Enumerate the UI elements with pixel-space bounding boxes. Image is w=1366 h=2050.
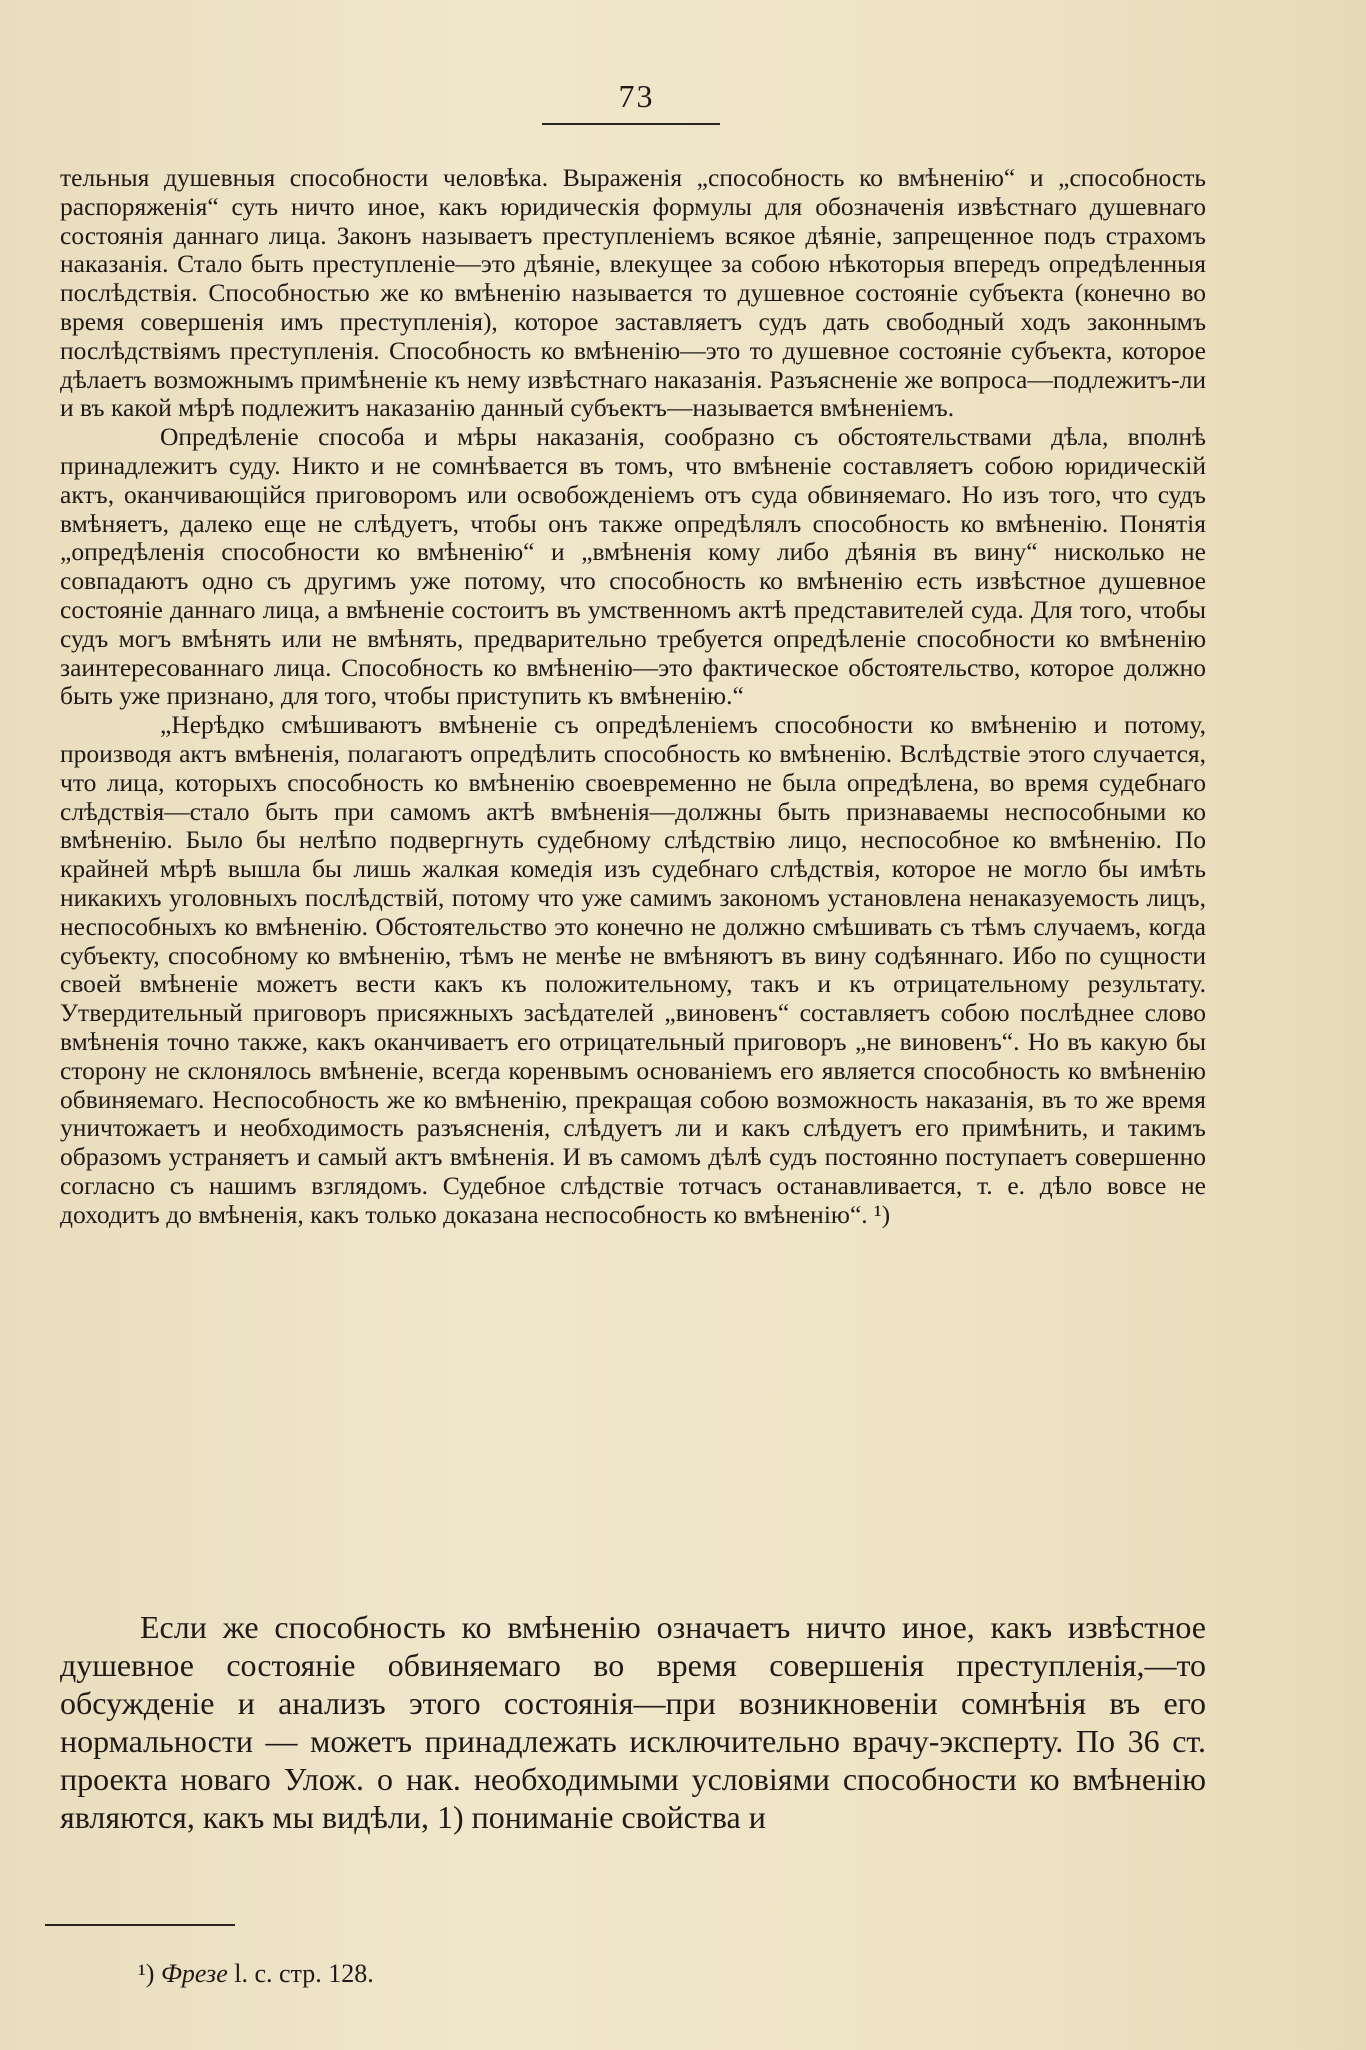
paragraph-2: Опредѣленіе способа и мѣры наказанія, сообразно съ обстоятельствами дѣла, вполнѣ принадлежитъ суду. Никто и не сомнѣвается въ томъ, что вмѣненіе составляетъ собою юридическій актъ, оканчивающійся приговоромъ или освобожденіемъ отъ суда обвиняемаго. Но изъ того, что судъ вмѣняетъ, далеко еще не слѣдуетъ, чтобы онъ также опредѣлялъ способность ко вмѣненію. Понятія „опредѣленія способности ко вмѣненію“ и „вмѣненія кому либо дѣянія въ вину“ нисколько не совпадаютъ одно съ другимъ уже потому, что способность ко вмѣненію есть извѣстное душевное состояніе даннаго лица, а вмѣненіе состоитъ въ умственномъ актѣ представителей суда. Для того, чтобы судъ могъ вмѣнять или не вмѣнять, предварительно требуется опредѣленіе способности ко вмѣненію заинтересованнаго лица. Способность ко вмѣненію—это фактическое обстоятельство, которое должно быть уже признано, для того, чтобы приступить къ вмѣненію.“: [60, 422, 1206, 711]
footnote-author: Фрезе: [160, 1959, 228, 1988]
page-number: 73: [618, 78, 655, 114]
large-text-block: [60, 1608, 1206, 1836]
footnote: [138, 1958, 374, 1990]
main-text-block: [60, 164, 1206, 1229]
large-paragraph: Если же способность ко вмѣненію означаетъ ничто иное, какъ извѣстное душевное состояніе обвиняемаго во время совершенія преступленія,—то обсужденіе и анализъ этого состоянія—при возникновеніи сомнѣнія въ его нормальности — можетъ принадлежать исключительно врачу-эксперту. По 36 ст. проекта новаго Улож. о нак. необходимыми условіями способности ко вмѣненію являются, какъ мы видѣли, 1) пониманіе свойства и: [60, 1609, 1206, 1835]
footnote-marker: ¹): [138, 1959, 155, 1988]
paragraph-3: „Нерѣдко смѣшиваютъ вмѣненіе съ опредѣленіемъ способности ко вмѣненію и потому, производя актъ вмѣненія, полагаютъ опредѣлить способность ко вмѣненію. Вслѣдствіе этого случается, что лица, которыхъ способность ко вмѣненію своевременно не была опредѣлена, во время судебнаго слѣдствія—стало быть при самомъ актѣ вмѣненія—должны быть признаваемы неспособными ко вмѣненію. Было бы нелѣпо подвергнуть судебному слѣдствію лицо, неспособное ко вмѣненію. По крайней мѣрѣ вышла бы лишь жалкая комедія изъ судебнаго слѣдствія, которое не могло бы имѣть никакихъ уголовныхъ послѣдствій, потому что уже самимъ закономъ установлена ненаказуемость лицъ, неспособныхъ ко вмѣненію. Обстоятельство это конечно не должно смѣшивать съ тѣмъ случаемъ, когда субъекту, способному ко вмѣненію, тѣмъ не менѣе не вмѣняютъ въ вину содѣяннаго. Ибо по сущности своей вмѣненіе можетъ вести какъ къ положительному, такъ и къ отрицательному результату. Утвердительный приговоръ присяжныхъ засѣдателей „виновенъ“ составляетъ собою послѣднее слово вмѣненія точно также, какъ оканчиваетъ его отрицательный приговоръ „не виновенъ“. Но въ какую бы сторону не склонялось вмѣненіе, всегда коренвымъ основаніемъ его является способность ко вмѣненію обвиняемаго. Неспособность же ко вмѣненію, прекращая собою возможность наказанія, въ то же время уничтожаетъ и необходимость разъясненія, слѣдуетъ ли и какъ слѣдуетъ его примѣнить, и такимъ образомъ устраняетъ и самый актъ вмѣненія. И въ самомъ дѣлѣ судъ постоянно поступаетъ совершенно согласно съ нашимъ взглядомъ. Судебное слѣдствіе тотчасъ останавливается, т. е. дѣло вовсе не доходитъ до вмѣненія, какъ только доказана неспособность ко вмѣненію“. ¹): [60, 710, 1206, 1229]
header-rule: [542, 123, 720, 125]
footnote-rule: [45, 1924, 235, 1926]
paragraph-1: тельныя душевныя способности человѣка. Выраженія „способность ко вмѣненію“ и „способность распоряженія“ суть ничто иное, какъ юридическія формулы для обозначенія извѣстнаго душевнаго состоянія даннаго лица. Законъ называетъ преступленіемъ всякое дѣяніе, запрещенное подъ страхомъ наказанія. Стало быть преступленіе—это дѣяніе, влекущее за собою нѣкоторыя впередъ опредѣленныя послѣдствія. Способностью же ко вмѣненію называется то душевное состояніе субъекта (конечно во время совершенія имъ преступленія), которое заставляетъ судъ дать свободный ходъ законнымъ послѣдствіямъ преступленія. Способность ко вмѣненію—это то душевное состояніе субъекта, которое дѣлаетъ возможнымъ примѣненіе къ нему извѣстнаго наказанія. Разъясненіе же вопроса—подлежитъ-ли и въ какой мѣрѣ подлежитъ наказанію данный субъектъ—называется вмѣненіемъ.: [60, 163, 1206, 423]
footnote-reference: l. с. стр. 128.: [234, 1959, 374, 1988]
